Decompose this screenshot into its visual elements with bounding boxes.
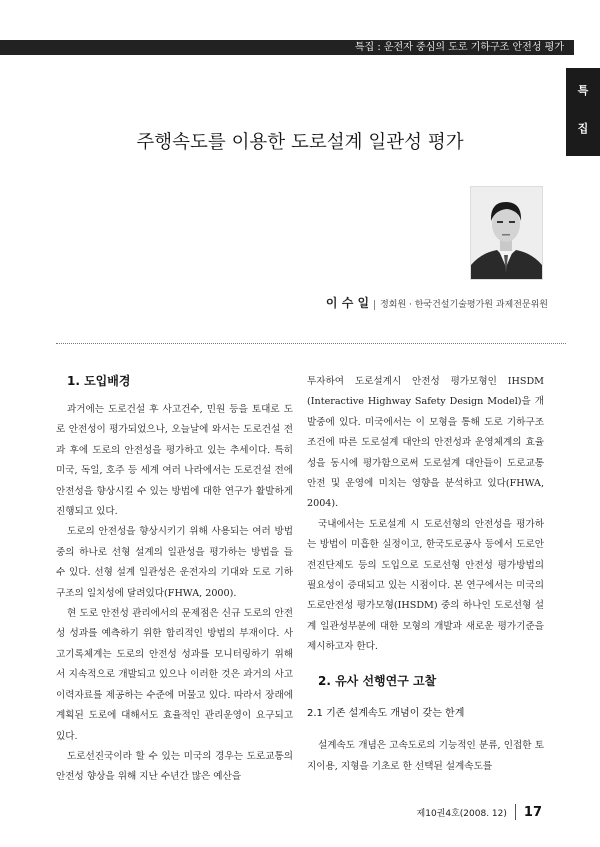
footer-divider: [515, 804, 516, 820]
author-portrait-image: [471, 187, 542, 279]
paragraph: 과거에는 도로건설 후 사고건수, 민원 등을 토대로 도로 안전성이 평가되었으나, 오늘날에 와서는 도로건설 전과 후에 도로의 안전성을 평가하고 있는 추세이다. 특히 미국, 독일, 호주 등 세계 여러 나라에서는 도로건설 전에 안전성을 향상시킬 수 있는 방법에 대한 연구가 활발하게 진행되고 있다.: [56, 404, 293, 518]
paragraph: 도로선진국이라 할 수 있는 미국의 경우는 도로교통의 안전성 향상을 위해 지난 수년간 많은 예산을: [56, 750, 293, 783]
article-title: 주행속도를 이용한 도로설계 일관성 평가: [136, 132, 464, 153]
paragraph: 투자하여 도로설계시 안전성 평가모형인 IHSDM (Interactive Highway Safety Design Model)을 개발중에 있다. 미국에서는 이 모형을 통해 도로 기하구조 조건에 따른 도로설계 대안의 안전성과 운영체계의 효율성을 동시에 평가함으로써 도로설계 대안들이 도로교통안전 및 운영에 미치는 영향을 분석하고 있다(FHWA, 2004).: [307, 376, 544, 510]
section-heading-2: 2. 유사 선행연구 고찰: [318, 673, 437, 688]
author-affiliation: 정회원 · 한국건설기술평가원 과제전문위원: [374, 300, 548, 310]
page-number: 17: [523, 804, 542, 820]
section-tab-char-2: 집: [577, 122, 589, 135]
section-heading-1: 1. 도입배경: [67, 374, 131, 388]
page-footer: [417, 804, 542, 820]
subsection-heading: 2.1 기존 설계속도 개념이 갖는 한계: [307, 707, 465, 719]
paragraph: 현 도로 안전성 관리에서의 문제점은 신규 도로의 안전성 성과를 예측하기 위한 합리적인 방법의 부재이다. 사고기록체계는 도로의 안전성 성과를 모니터링하기 위해서 지속적으로 개발되고 있으나 이러한 것은 과거의 사고이력자료를 제공하는 수준에 머물고 있다. 따라서 장래에 계획된 도로에 대해서도 효율적인 관리운영이 요구되고 있다.: [56, 608, 293, 742]
running-header: 특집 : 운전자 중심의 도로 기하구조 안전성 평가: [0, 40, 574, 55]
section-divider: [56, 343, 566, 344]
right-column: [307, 372, 544, 777]
paragraph: 설계속도 개념은 고속도로의 기능적인 분류, 인접한 토지이용, 지형을 기초로 한 선택된 설계속도를: [307, 740, 544, 772]
paragraph: 도로의 안전성을 향상시키기 위해 사용되는 여러 방법 중의 하나로 선형 설계의 일관성을 평가하는 방법을 들 수 있다. 선형 설계 일관성은 운전자의 기대와 도로 기하구조의 일치성에 달려있다(FHWA, 2000).: [56, 526, 293, 599]
left-column: [56, 372, 293, 788]
journal-volume: 제10권4호(2008. 12): [416, 808, 507, 819]
paragraph: 국내에서는 도로설계 시 도로선형의 안전성을 평가하는 방법이 미흡한 실정이고, 한국도로공사 등에서 도로안전진단제도 등의 도입으로 도로선형 안전성 평가방법의 필요성이 증대되고 있는 시점이다. 본 연구에서는 미국의 도로안전성 평가모형(IHSDM) 중의 하나인 도로선형 설계 일관성부분에 대한 모형의 개발과 새로운 평가기준을 제시하고자 한다.: [307, 518, 544, 653]
section-tab-char-1: 특: [577, 84, 589, 97]
author-name: 이 수 일: [325, 296, 370, 310]
author-photo: [470, 186, 543, 280]
author-byline: [326, 292, 548, 311]
